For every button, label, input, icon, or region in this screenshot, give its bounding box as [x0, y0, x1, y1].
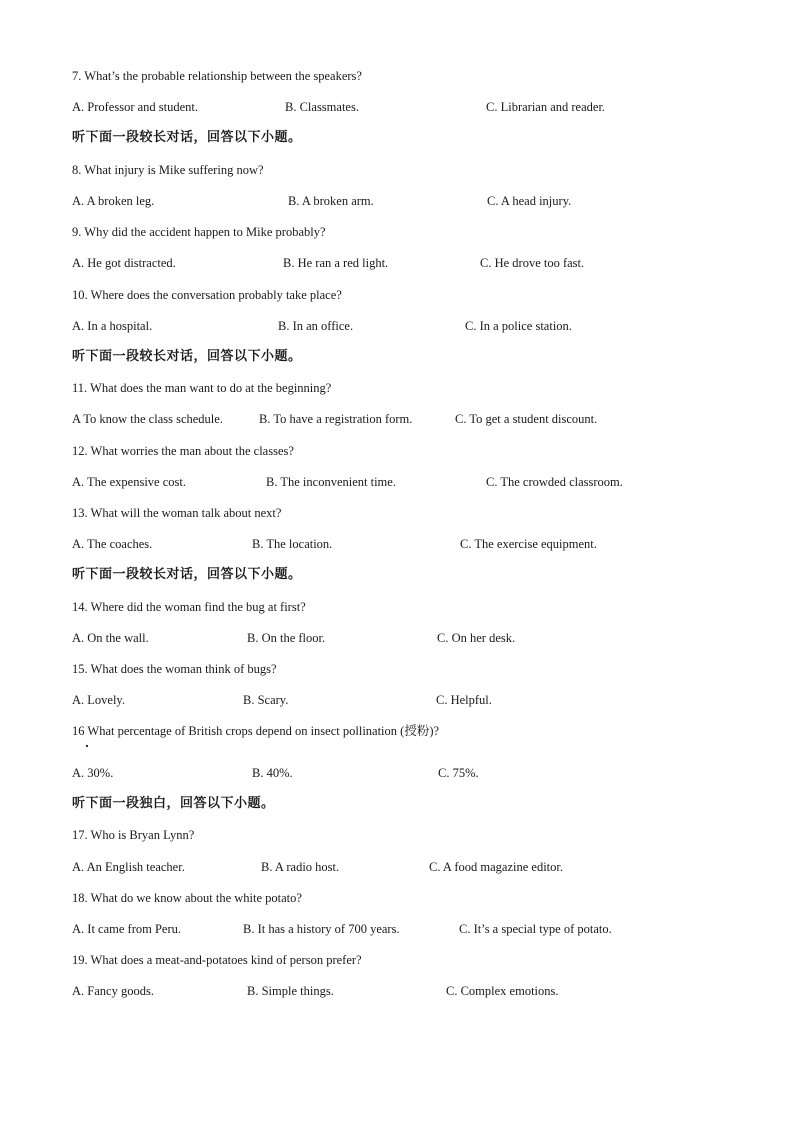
option-b: B. A broken arm. [288, 194, 374, 208]
option-c: C. In a police station. [465, 319, 572, 333]
option-c: C. It’s a special type of potato. [459, 922, 612, 936]
option-a: A. It came from Peru. [72, 922, 181, 936]
section-header: 听下面一段独白，回答以下小题。 [72, 796, 275, 811]
option-b: B. He ran a red light. [283, 256, 389, 270]
option-a: A. Professor and student. [72, 100, 199, 114]
option-b: B. A radio host. [261, 860, 340, 874]
option-a: A. He got distracted. [72, 256, 176, 270]
question-12: 12. What worries the man about the classes? [72, 444, 294, 458]
section-header: 听下面一段较长对话，回答以下小题。 [72, 567, 302, 582]
option-a: A. The coaches. [72, 537, 153, 551]
option-c: C. To get a student discount. [455, 412, 598, 426]
question-8: 8. What injury is Mike suffering now? [72, 163, 264, 177]
stray-dot [86, 745, 88, 747]
option-c: C. 75%. [438, 766, 479, 780]
question-7: 7. What’s the probable relationship between the speakers? [72, 69, 362, 83]
option-b: B. In an office. [278, 319, 354, 333]
option-c: C. On her desk. [437, 631, 516, 645]
option-b: B. Classmates. [285, 100, 359, 114]
option-c: C. The crowded classroom. [486, 475, 623, 489]
question-18: 18. What do we know about the white potato? [72, 891, 302, 905]
option-a: A. An English teacher. [72, 860, 185, 874]
option-a: A. A broken leg. [72, 194, 155, 208]
option-b: B. On the floor. [247, 631, 326, 645]
option-c: C. Complex emotions. [446, 984, 559, 998]
option-a: A. On the wall. [72, 631, 149, 645]
option-b: B. The inconvenient time. [266, 475, 396, 489]
option-b: B. It has a history of 700 years. [243, 922, 400, 936]
option-a: A. The expensive cost. [72, 475, 186, 489]
question-19: 19. What does a meat-and-potatoes kind of person prefer? [72, 953, 362, 967]
question-16: 16 What percentage of British crops depend on insect pollination (授粉)? [72, 724, 440, 738]
question-11: 11. What does the man want to do at the beginning? [72, 381, 332, 395]
option-a: A. Lovely. [72, 693, 125, 707]
option-a: A To know the class schedule. [72, 412, 223, 426]
section-header: 听下面一段较长对话，回答以下小题。 [72, 130, 302, 145]
option-c: C. A head injury. [487, 194, 572, 208]
option-c: C. The exercise equipment. [460, 537, 597, 551]
option-b: B. The location. [252, 537, 333, 551]
question-14: 14. Where did the woman find the bug at first? [72, 600, 306, 614]
question-17: 17. Who is Bryan Lynn? [72, 828, 195, 842]
option-c: C. Librarian and reader. [486, 100, 606, 114]
option-b: B. Simple things. [247, 984, 334, 998]
option-b: B. 40%. [252, 766, 293, 780]
section-header: 听下面一段较长对话，回答以下小题。 [72, 349, 302, 364]
option-b: B. To have a registration form. [259, 412, 413, 426]
question-13: 13. What will the woman talk about next? [72, 506, 282, 520]
question-10: 10. Where does the conversation probably take place? [72, 288, 342, 302]
option-a: A. Fancy goods. [72, 984, 154, 998]
option-b: B. Scary. [243, 693, 289, 707]
option-a: A. In a hospital. [72, 319, 153, 333]
question-15: 15. What does the woman think of bugs? [72, 662, 277, 676]
option-c: C. Helpful. [436, 693, 492, 707]
option-c: C. A food magazine editor. [429, 860, 564, 874]
option-a: A. 30%. [72, 766, 114, 780]
question-9: 9. Why did the accident happen to Mike probably? [72, 225, 326, 239]
option-c: C. He drove too fast. [480, 256, 585, 270]
